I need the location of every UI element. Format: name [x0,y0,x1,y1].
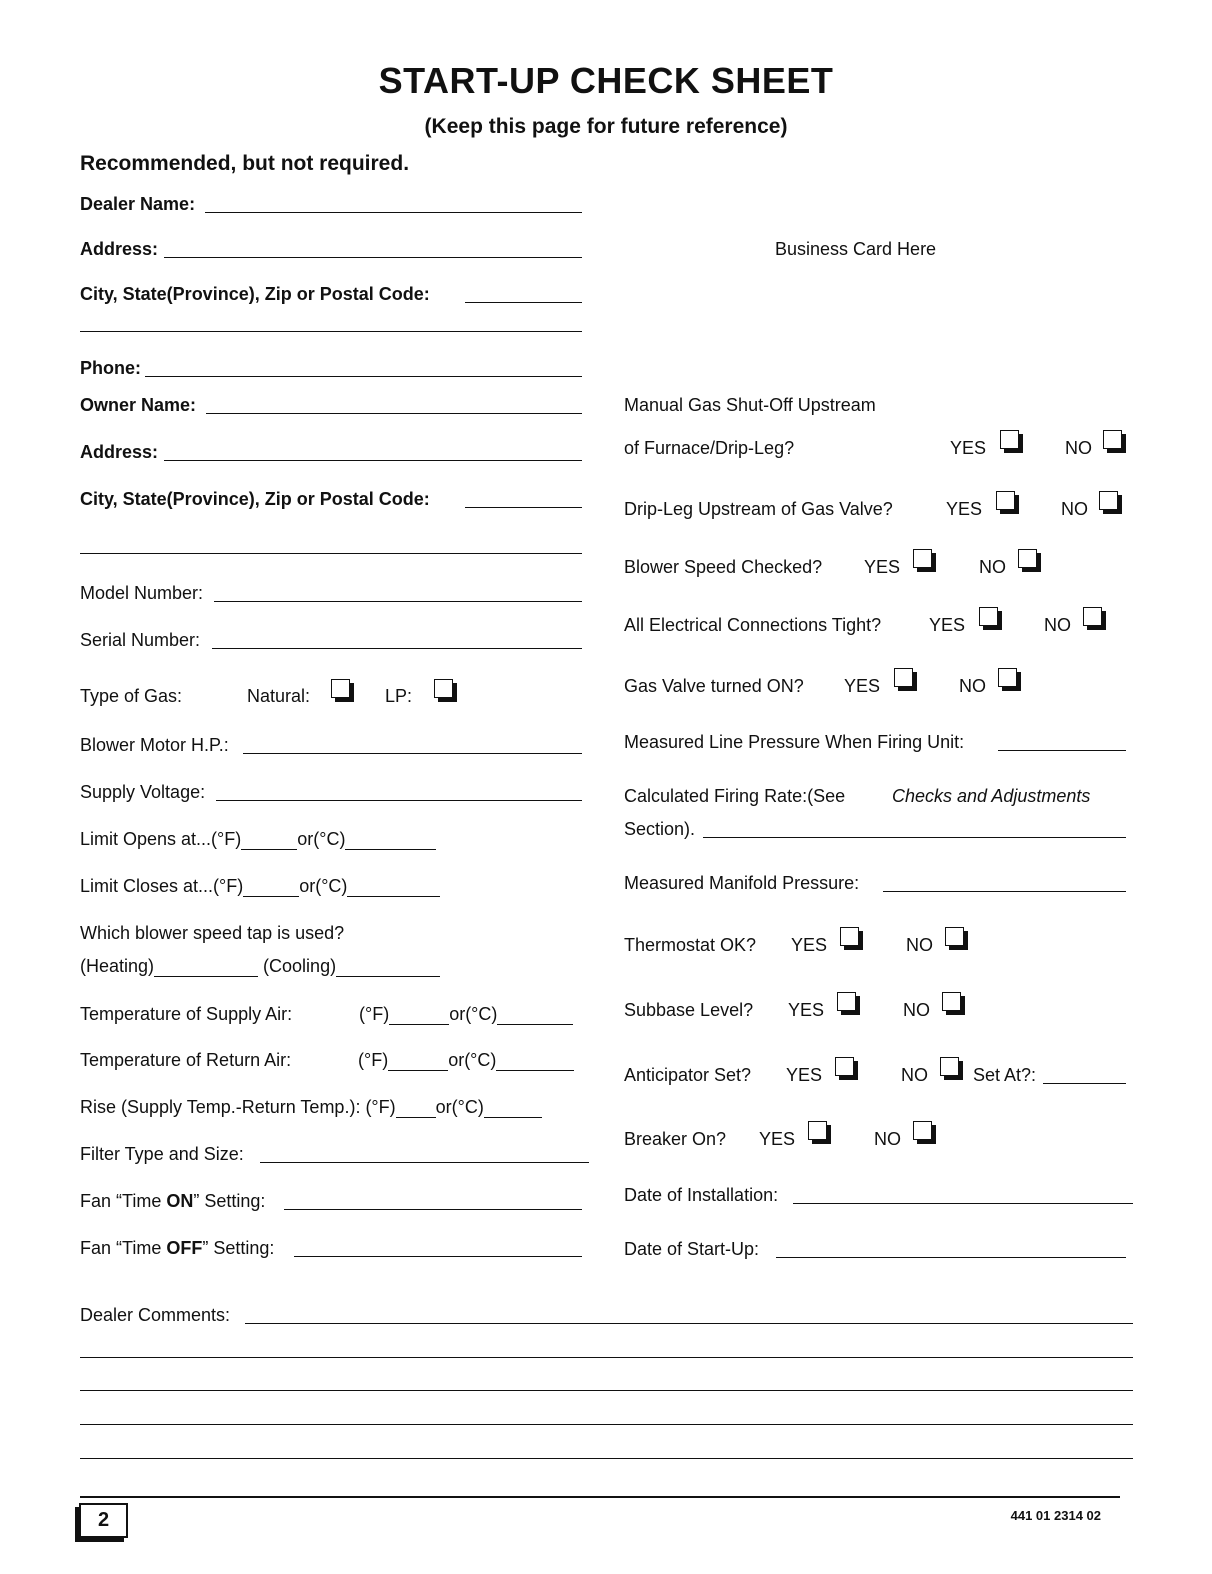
firing-rate-label-a: Calculated Firing Rate:(See [624,786,846,806]
rise-row [80,1097,542,1118]
manual-gas-no-checkbox[interactable] [1103,430,1122,449]
heating-label: (Heating) [80,956,155,976]
cooling-label: (Cooling) [263,956,337,976]
date-startup-field[interactable] [776,1257,1126,1258]
blower-hp-label: Blower Motor H.P.: [80,735,229,755]
dealer-comments-line-4[interactable] [80,1424,1133,1425]
set-at-field[interactable] [1043,1083,1126,1084]
firing-rate-label-c: Section). [624,819,696,839]
rise-label: Rise (Supply Temp.-Return Temp.): (°F) [80,1097,396,1117]
supply-voltage-label: Supply Voltage: [80,782,206,802]
gas-valve-no-label: NO [959,676,986,696]
drip-leg-yes-checkbox[interactable] [996,491,1015,510]
blower-speed-no-checkbox[interactable] [1018,549,1037,568]
manifold-pressure-field[interactable] [883,891,1126,892]
breaker-yes-checkbox[interactable] [808,1121,827,1140]
filter-field[interactable] [260,1162,589,1163]
line-pressure-field[interactable] [998,750,1126,751]
gas-type-label: Type of Gas: [80,686,183,706]
manual-gas-yes-checkbox[interactable] [1000,430,1019,449]
date-installation-field[interactable] [793,1203,1133,1204]
date-installation-label: Date of Installation: [624,1185,779,1205]
cooling-field[interactable] [336,958,440,977]
supply-air-c-field[interactable] [497,1006,573,1025]
fan-off-label-b: OFF [166,1238,203,1258]
blower-speed-yes-checkbox[interactable] [913,549,932,568]
dealer-comments-line-5[interactable] [80,1458,1133,1459]
fan-on-label [80,1191,265,1212]
firing-rate-label [624,786,845,807]
subbase-yes-checkbox[interactable] [837,992,856,1011]
return-air-row [358,1050,574,1071]
date-startup-label: Date of Start-Up: [624,1239,760,1259]
fan-off-label [80,1238,274,1259]
limit-opens-c-label: or(°C) [297,829,346,849]
thermostat-label: Thermostat OK? [624,935,757,955]
fan-on-label-c: ” Setting: [193,1191,266,1211]
owner-address-field[interactable] [164,460,582,461]
return-air-c-field[interactable] [496,1052,574,1071]
subbase-label: Subbase Level? [624,1000,754,1020]
limit-opens-f-field[interactable] [241,831,297,850]
supply-air-f-field[interactable] [389,1006,449,1025]
electrical-no-checkbox[interactable] [1083,607,1102,626]
rise-c-label: or(°C) [435,1097,484,1117]
blower-speed-label: Blower Speed Checked? [624,557,823,577]
breaker-label: Breaker On? [624,1129,727,1149]
fan-on-label-a: Fan “Time [80,1191,167,1211]
serial-number-label: Serial Number: [80,630,201,650]
fan-off-label-c: ” Setting: [202,1238,275,1258]
lp-gas-checkbox[interactable] [434,679,453,698]
owner-name-label: Owner Name: [80,395,197,415]
rise-c-field[interactable] [484,1099,542,1118]
fan-on-label-b: ON [166,1191,194,1211]
return-air-c-label: or(°C) [448,1050,497,1070]
limit-closes-label: Limit Closes at...(°F) [80,876,244,896]
model-number-field[interactable] [214,601,582,602]
dealer-comments-line-3[interactable] [80,1390,1133,1391]
heating-field[interactable] [154,958,258,977]
dealer-comments-line-2[interactable] [80,1357,1133,1358]
electrical-no-label: NO [1044,615,1071,635]
return-air-f-field[interactable] [388,1052,448,1071]
dealer-name-label: Dealer Name: [80,194,196,214]
blower-tap-row [80,956,440,977]
anticipator-label: Anticipator Set? [624,1065,752,1085]
firing-rate-label-b: Checks and Adjustments [892,786,1091,806]
model-number-label: Model Number: [80,583,204,603]
page-number: 2 [79,1503,128,1538]
serial-number-field[interactable] [212,648,582,649]
supply-air-f-label: (°F) [359,1004,390,1024]
blower-speed-no-label: NO [979,557,1006,577]
gas-valve-yes-checkbox[interactable] [894,668,913,687]
breaker-no-checkbox[interactable] [913,1121,932,1140]
drip-leg-label: Drip-Leg Upstream of Gas Valve? [624,499,893,519]
owner-name-field[interactable] [206,413,582,414]
supply-voltage-field[interactable] [216,800,582,801]
line-pressure-label: Measured Line Pressure When Firing Unit: [624,732,965,752]
manual-gas-yes-label: YES [950,438,987,458]
thermostat-yes-checkbox[interactable] [840,927,859,946]
natural-gas-label: Natural: [247,686,311,706]
dealer-comments-field[interactable] [245,1323,1133,1324]
owner-address-label: Address: [80,442,159,462]
return-air-label: Temperature of Return Air: [80,1050,292,1070]
recommendation-note: Recommended, but not required. [80,152,410,175]
supply-air-row [359,1004,573,1025]
limit-opens-label: Limit Opens at...(°F) [80,829,242,849]
blower-hp-field[interactable] [243,753,582,754]
manual-gas-no-label: NO [1065,438,1092,458]
filter-label: Filter Type and Size: [80,1144,244,1164]
dealer-address-label: Address: [80,239,159,259]
blower-tap-label: Which blower speed tap is used? [80,923,345,943]
manual-gas-label-2: of Furnace/Drip-Leg? [624,438,795,458]
limit-closes-c-field[interactable] [347,878,440,897]
limit-opens-row [80,829,436,850]
supply-air-label: Temperature of Supply Air: [80,1004,293,1024]
dealer-name-field[interactable] [205,212,582,213]
firing-rate-field[interactable] [703,837,1126,838]
anticipator-no-label: NO [901,1065,928,1085]
breaker-yes-label: YES [759,1129,796,1149]
electrical-yes-checkbox[interactable] [979,607,998,626]
limit-closes-row [80,876,440,897]
breaker-no-label: NO [874,1129,901,1149]
owner-city-label: City, State(Province), Zip or Postal Code: [80,489,430,509]
blower-speed-yes-label: YES [864,557,901,577]
thermostat-no-label: NO [906,935,933,955]
owner-city-field[interactable] [465,507,582,508]
dealer-city-field-2[interactable] [80,331,582,332]
gas-valve-no-checkbox[interactable] [998,668,1017,687]
thermostat-yes-label: YES [791,935,828,955]
fan-on-field[interactable] [284,1209,582,1210]
page-title: START-UP CHECK SHEET [378,60,834,101]
subbase-no-label: NO [903,1000,930,1020]
subbase-no-checkbox[interactable] [942,992,961,1011]
lp-gas-label: LP: [385,686,413,706]
limit-closes-c-label: or(°C) [299,876,348,896]
drip-leg-no-label: NO [1061,499,1088,519]
page-subtitle: (Keep this page for future reference) [424,115,788,138]
phone-field[interactable] [145,376,582,377]
electrical-yes-label: YES [929,615,966,635]
limit-closes-f-field[interactable] [243,878,299,897]
gas-valve-yes-label: YES [844,676,881,696]
drip-leg-yes-label: YES [946,499,983,519]
fan-off-field[interactable] [294,1256,582,1257]
manual-gas-label-1: Manual Gas Shut-Off Upstream [624,395,876,415]
supply-air-c-label: or(°C) [449,1004,498,1024]
drip-leg-no-checkbox[interactable] [1099,491,1118,510]
return-air-f-label: (°F) [358,1050,389,1070]
rise-f-field[interactable] [396,1099,436,1118]
limit-opens-c-field[interactable] [345,831,436,850]
dealer-address-field[interactable] [164,257,582,258]
gas-valve-label: Gas Valve turned ON? [624,676,804,696]
owner-city-field-2[interactable] [80,553,582,554]
fan-off-label-a: Fan “Time [80,1238,167,1258]
dealer-city-label: City, State(Province), Zip or Postal Code: [80,284,430,304]
manifold-pressure-label: Measured Manifold Pressure: [624,873,860,893]
natural-gas-checkbox[interactable] [331,679,350,698]
footer-rule [80,1496,1120,1498]
phone-label: Phone: [80,358,141,378]
anticipator-yes-checkbox[interactable] [835,1057,854,1076]
subbase-yes-label: YES [788,1000,825,1020]
set-at-label: Set At?: [973,1065,1037,1085]
document-number: 441 01 2314 02 [1010,1508,1101,1523]
dealer-city-field[interactable] [465,302,582,303]
anticipator-yes-label: YES [786,1065,823,1085]
thermostat-no-checkbox[interactable] [945,927,964,946]
business-card-area: Business Card Here [775,239,937,259]
dealer-comments-label: Dealer Comments: [80,1305,231,1325]
anticipator-no-checkbox[interactable] [940,1057,959,1076]
electrical-label: All Electrical Connections Tight? [624,615,882,635]
